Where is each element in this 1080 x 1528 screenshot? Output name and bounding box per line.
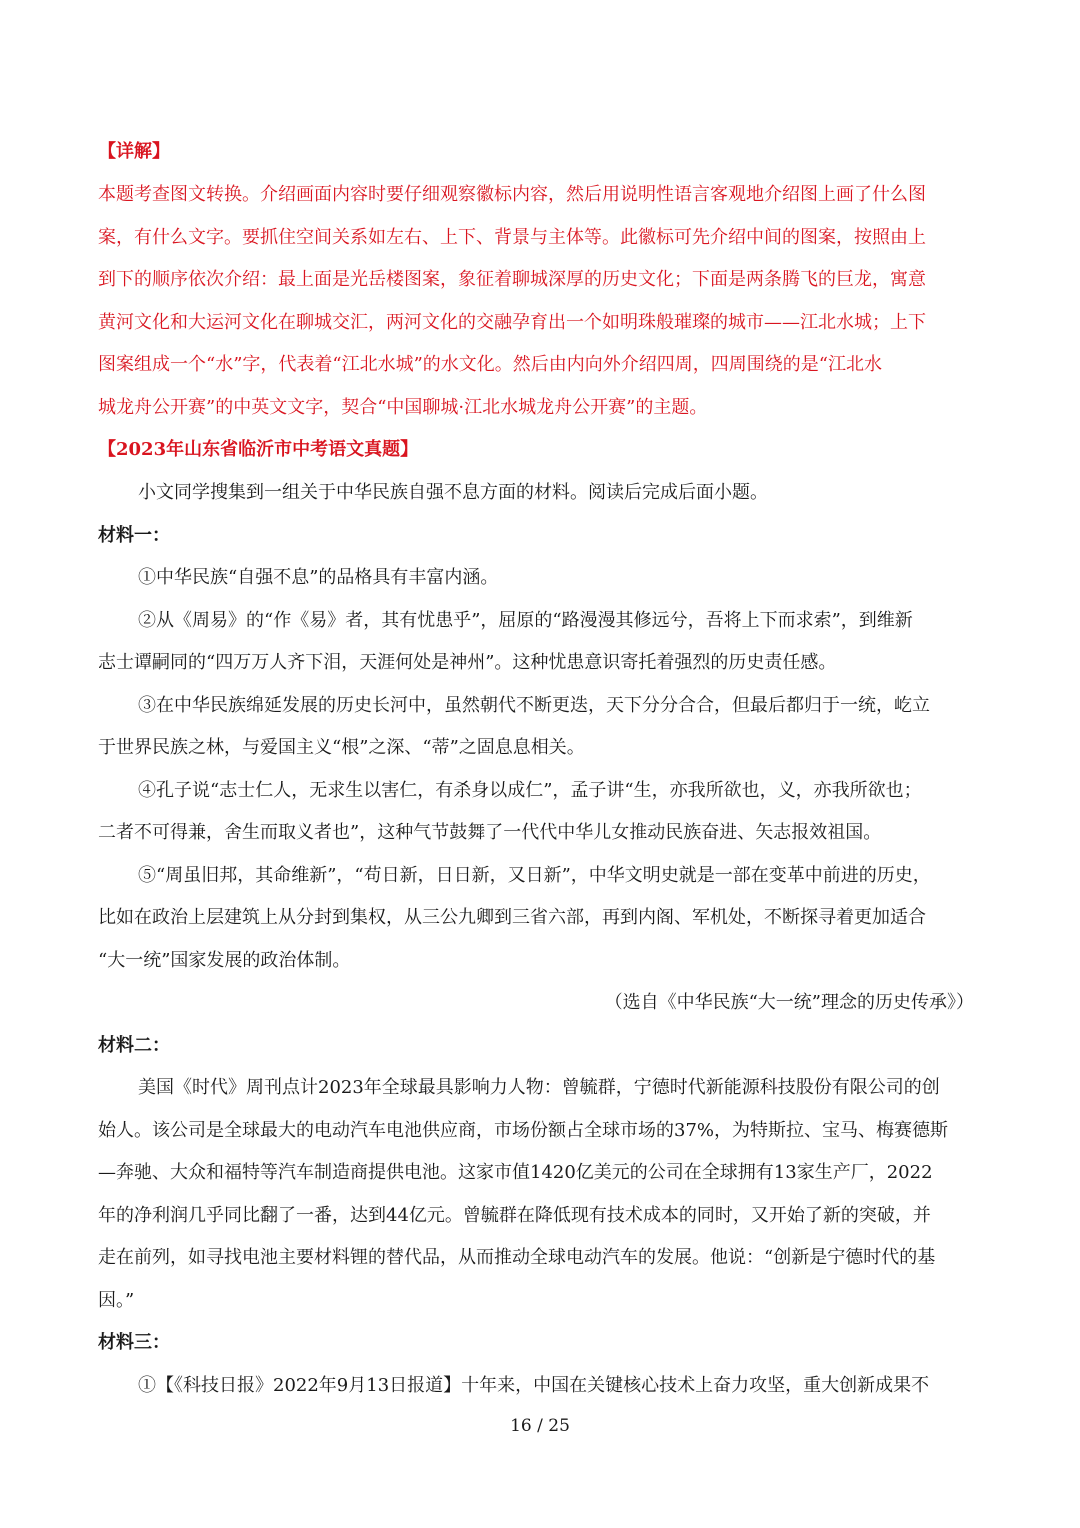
material1-paragraph-3-cont: 于世界民族之林，与爱国主义“根”之深、“蒂”之固息息相关。 <box>98 737 585 758</box>
detail-line: 黄河文化和大运河文化在聊城交汇，两河文化的交融孕育出一个如明珠般璀璨的城市——江北水城；上下 <box>98 312 926 333</box>
material1-paragraph-5-cont: 比如在政治上层建筑上从分封到集权，从三公九卿到三省六部，再到内阁、军机处，不断探寻着更加适合 <box>98 907 926 928</box>
material2-line: —奔驰、大众和福特等汽车制造商提供电池。这家市值1420亿美元的公司在全球拥有13家生产厂，2022 <box>98 1162 933 1183</box>
material3-paragraph-1: ①【《科技日报》2022年9月13日报道】十年来，中国在关键核心技术上奋力攻坚，重大创新成果不 <box>138 1375 930 1396</box>
material1-paragraph-2-cont: 志士谭嗣同的“四万万人齐下泪，天涯何处是神州”。这种忧患意识寄托着强烈的历史责任感。 <box>98 652 837 673</box>
detail-heading: 【详解】 <box>98 141 170 162</box>
material2-line: 美国《时代》周刊点计2023年全球最具影响力人物：曾毓群，宁德时代新能源科技股份有限公司的创 <box>138 1077 940 1098</box>
material1-heading: 材料一： <box>98 525 170 546</box>
detail-line: 到下的顺序依次介绍：最上面是光岳楼图案，象征着聊城深厚的历史文化；下面是两条腾飞的巨龙，寓意 <box>98 269 926 290</box>
material1-paragraph-2: ②从《周易》的“作《易》者，其有忧患乎”，屈原的“路漫漫其修远兮，吾将上下而求索”，到维新 <box>138 610 913 631</box>
page-number: 16 / 25 <box>510 1416 570 1436</box>
material2-line: 年的净利润几乎同比翻了一番，达到44亿元。曾毓群在降低现有技术成本的同时，又开始了新的突破，并 <box>98 1205 931 1226</box>
material1-paragraph-4: ④孔子说“志士仁人，无求生以害仁，有杀身以成仁”，孟子讲“生，亦我所欲也，义，亦我所欲也； <box>138 780 922 801</box>
material1-source: （选自《中华民族“大一统”理念的历史传承》） <box>604 992 974 1013</box>
material1-paragraph-5: ⑤“周虽旧邦，其命维新”，“苟日新，日日新，又日新”，中华文明史就是一部在变革中前进的历史， <box>138 865 931 886</box>
detail-line: 图案组成一个“水”字，代表着“江北水城”的水文化。然后由内向外介绍四周，四周围绕的是“江北水 <box>98 354 883 375</box>
material1-paragraph-3: ③在中华民族绵延发展的历史长河中，虽然朝代不断更迭，天下分分合合，但最后都归于一统，屹立 <box>138 695 930 716</box>
material1-paragraph-1: ①中华民族“自强不息”的品格具有丰富内涵。 <box>138 567 499 588</box>
detail-line: 本题考查图文转换。介绍画面内容时要仔细观察徽标内容，然后用说明性语言客观地介绍图上画了什么图 <box>98 184 926 205</box>
material2-line: 走在前列，如寻找电池主要材料锂的替代品，从而推动全球电动汽车的发展。他说：“创新是宁德时代的基 <box>98 1247 936 1268</box>
material1-paragraph-5-cont: “大一统”国家发展的政治体制。 <box>98 950 351 971</box>
detail-line: 城龙舟公开赛”的中英文文字，契合“中国聊城·江北水城龙舟公开赛”的主题。 <box>98 397 708 418</box>
material2-heading: 材料二： <box>98 1035 170 1056</box>
material3-heading: 材料三： <box>98 1332 170 1353</box>
exam-heading: 【2023年山东省临沂市中考语文真题】 <box>98 439 419 460</box>
material1-paragraph-4-cont: 二者不可得兼，舍生而取义者也”，这种气节鼓舞了一代代中华儿女推动民族奋进、矢志报效祖国。 <box>98 822 882 843</box>
detail-line: 案，有什么文字。要抓住空间关系如左右、上下、背景与主体等。此徽标可先介绍中间的图案，按照由上 <box>98 227 926 248</box>
exam-intro: 小文同学搜集到一组关于中华民族自强不息方面的材料。阅读后完成后面小题。 <box>138 482 768 503</box>
material2-line: 因。” <box>98 1290 135 1311</box>
material2-line: 始人。该公司是全球最大的电动汽车电池供应商，市场份额占全球市场的37%，为特斯拉、宝马、梅赛德斯 <box>98 1120 949 1141</box>
